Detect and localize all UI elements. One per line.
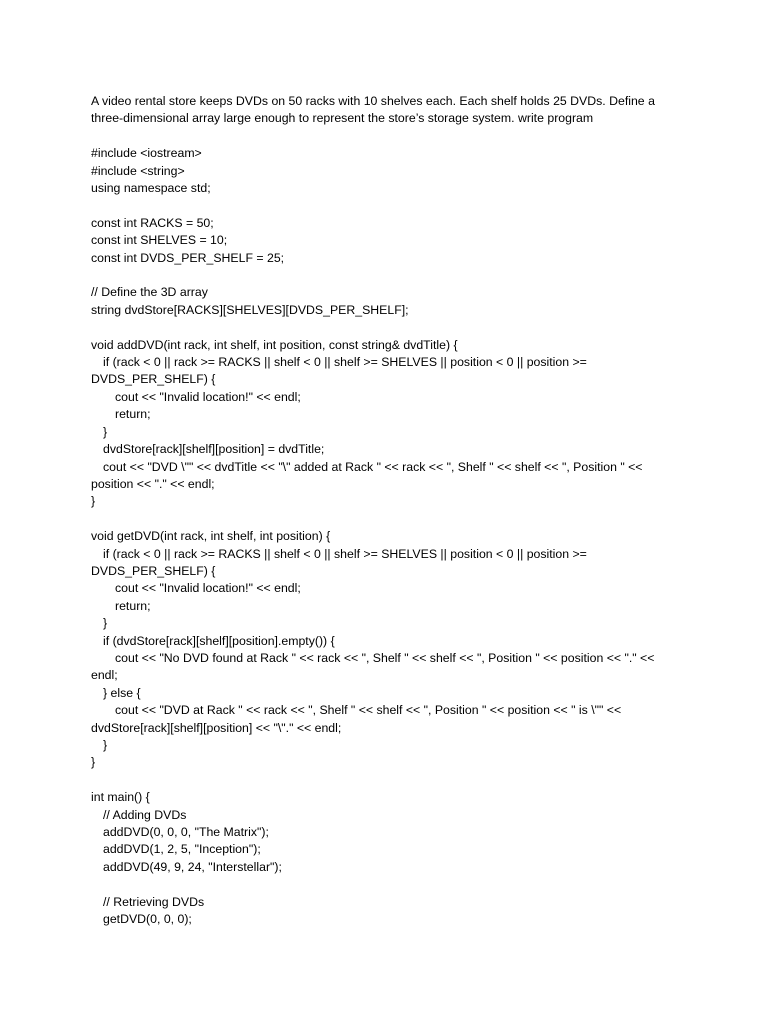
code-line: cout << "No DVD found at Rack " << rack << ", Shelf " << shelf << ", Position " << position << "." << (115, 650, 655, 665)
code-line: const int SHELVES = 10; (91, 233, 228, 248)
code-line: cout << "DVD at Rack " << rack << ", Shelf " << shelf << ", Position " << position << " is \"" << (115, 703, 622, 718)
code-line: string dvdStore[RACKS][SHELVES][DVDS_PER_SHELF]; (91, 302, 409, 317)
code-line: cout << "Invalid location!" << endl; (115, 389, 301, 404)
code-line: } (103, 424, 108, 439)
code-line: void addDVD(int rack, int shelf, int position, const string& dvdTitle) { (91, 337, 458, 352)
code-line: endl; (91, 668, 118, 683)
code-line: const int DVDS_PER_SHELF = 25; (91, 250, 285, 265)
code-line: void getDVD(int rack, int shelf, int position) { (91, 529, 331, 544)
code-line: cout << "DVD \"" << dvdTitle << "\" added at Rack " << rack << ", Shelf " << shelf << ", Position " << (103, 459, 643, 474)
code-line: if (dvdStore[rack][shelf][position].empty()) { (103, 633, 335, 648)
code-line: // Retrieving DVDs (103, 894, 205, 909)
code-line (91, 772, 672, 789)
code-line: addDVD(49, 9, 24, "Interstellar"); (103, 859, 282, 874)
code-line: return; (115, 407, 151, 422)
code-line: const int RACKS = 50; (91, 215, 214, 230)
problem-statement: A video rental store keeps DVDs on 50 racks with 10 shelves each. Each shelf holds 25 DVDs. Define a three-dimensional array large enough to represent the store’s storage system. write program (91, 94, 659, 126)
code-line: } (103, 616, 108, 631)
code-line (91, 876, 672, 893)
code-line: } (91, 755, 96, 770)
code-line: } (91, 494, 96, 509)
code-line: } else { (103, 685, 141, 700)
code-line: #include <string> (91, 163, 185, 178)
code-line: addDVD(1, 2, 5, "Inception"); (103, 842, 261, 857)
code-line: DVDS_PER_SHELF) { (91, 563, 216, 578)
code-line: position << "." << endl; (91, 476, 215, 491)
paragraph-gap (91, 128, 672, 145)
code-line: return; (115, 598, 151, 613)
code-line: cout << "Invalid location!" << endl; (115, 581, 301, 596)
code-line: // Define the 3D array (91, 285, 208, 300)
code-listing (91, 145, 672, 928)
code-line: if (rack < 0 || rack >= RACKS || shelf < 0 || shelf >= SHELVES || position < 0 || position >= (103, 546, 587, 561)
code-line: addDVD(0, 0, 0, "The Matrix"); (103, 825, 269, 840)
code-line: DVDS_PER_SHELF) { (91, 372, 216, 387)
code-line: #include <iostream> (91, 146, 202, 161)
code-line (91, 197, 672, 214)
code-line (91, 319, 672, 336)
code-line: int main() { (91, 790, 150, 805)
code-line: if (rack < 0 || rack >= RACKS || shelf < 0 || shelf >= SHELVES || position < 0 || position >= (103, 355, 587, 370)
code-line: getDVD(0, 0, 0); (103, 912, 192, 927)
code-line: dvdStore[rack][shelf][position] = dvdTitle; (103, 442, 325, 457)
code-line: dvdStore[rack][shelf][position] << "\"." << endl; (91, 720, 342, 735)
code-line (91, 267, 672, 284)
code-line: using namespace std; (91, 181, 211, 196)
code-line (91, 511, 672, 528)
code-line: // Adding DVDs (103, 807, 187, 822)
code-line: } (103, 738, 108, 753)
